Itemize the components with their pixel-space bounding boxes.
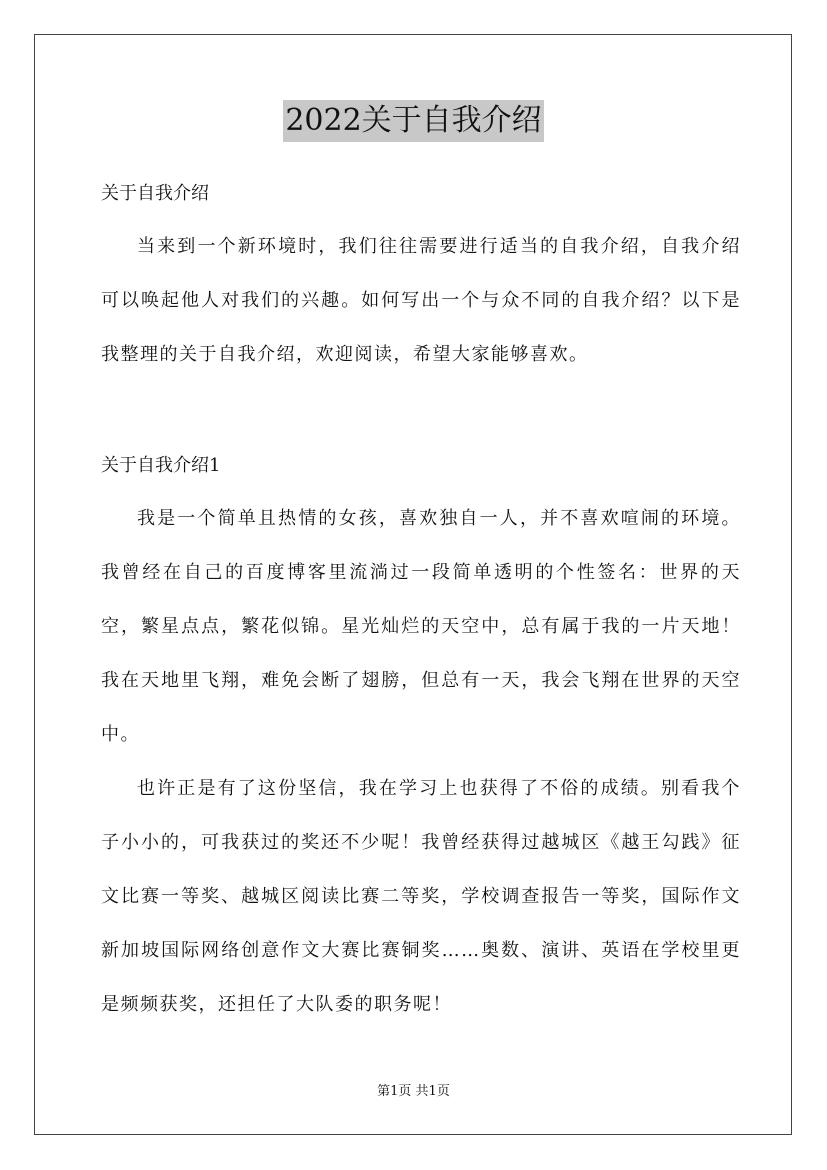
page-footer: 第1页 共1页 (377, 1084, 450, 1099)
intro-heading: 关于自我介绍 (101, 183, 209, 204)
title-container (0, 100, 827, 142)
intro-paragraph: 当来到一个新环境时，我们往往需要进行适当的自我介绍，自我介绍可以唤起他人对我们的兴趣。如何写出一个与众不同的自我介绍？以下是我整理的关于自我介绍，欢迎阅读，希望大家能够喜欢。 (101, 236, 741, 365)
document-title: 2022关于自我介绍 (283, 100, 543, 142)
section1-paragraph-2: 也许正是有了这份坚信，我在学习上也获得了不俗的成绩。别看我个子小小的，可我获过的奖还不少呢！我曾经获得过越城区《越王勾践》征文比赛一等奖、越城区阅读比赛二等奖，学校调查报告一等奖，国际作文新加坡国际网络创意作文大赛比赛铜奖……奥数、演讲、英语在学校里更是频频获奖，还担任了大队委的职务呢！ (101, 778, 741, 1015)
section1-heading: 关于自我介绍1 (101, 455, 221, 476)
section1-paragraph-1: 我是一个简单且热情的女孩，喜欢独自一人，并不喜欢喧闹的环境。我曾经在自己的百度博客里流淌过一段简单透明的个性签名：世界的天空，繁星点点，繁花似锦。星光灿烂的天空中，总有属于我的一片天地！我在天地里飞翔，难免会断了翅膀，但总有一天，我会飞翔在世界的天空中。 (101, 508, 741, 745)
